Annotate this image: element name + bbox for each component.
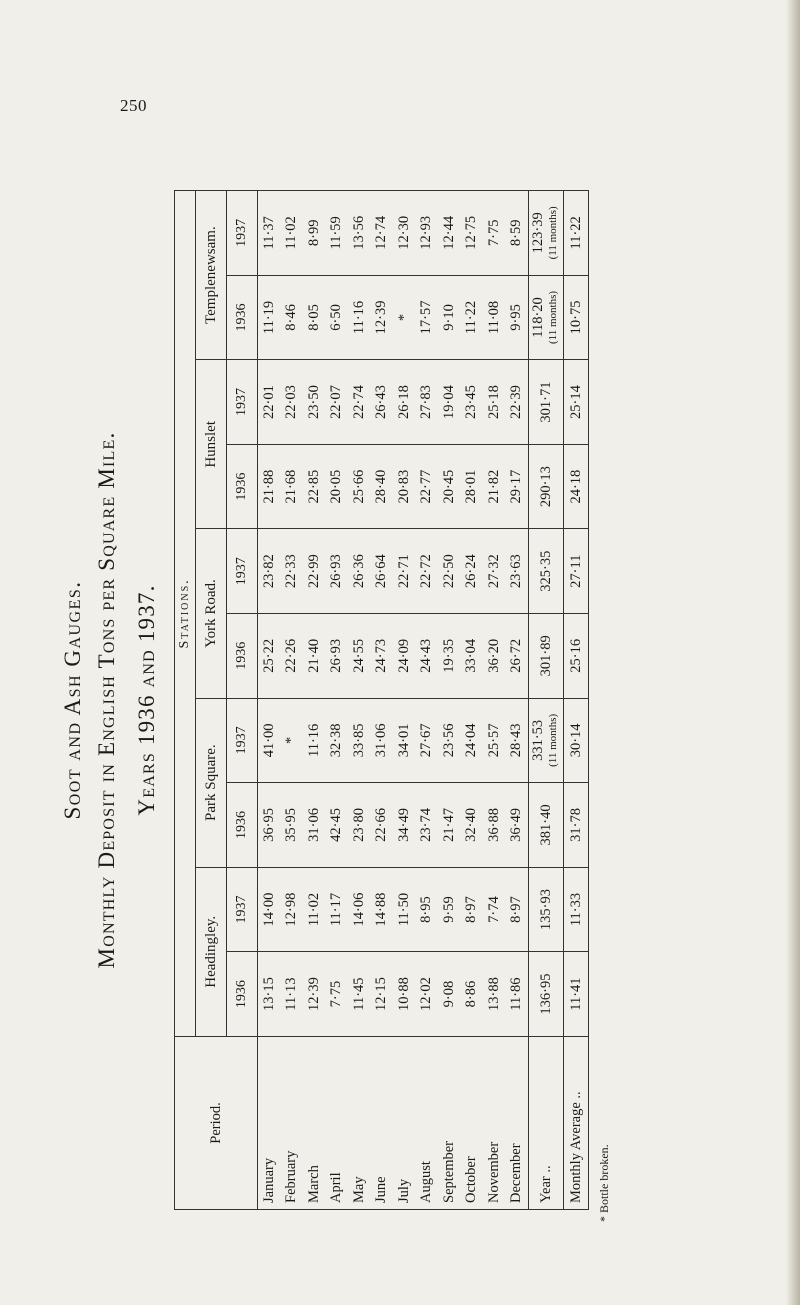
period-cell: September (438, 1036, 461, 1209)
average-cell: 25·16 (564, 613, 589, 698)
value-cell: 12·39 (371, 275, 394, 360)
value-cell: 13·15 (258, 952, 281, 1037)
value-cell: 21·68 (281, 444, 304, 529)
year-total-note: (11 months) (547, 713, 559, 767)
value-cell: 11·22 (461, 275, 484, 360)
table-row (348, 191, 371, 1210)
year-header: 1936 (227, 613, 258, 698)
value-cell: 27·67 (416, 698, 439, 783)
value-cell: 21·82 (483, 444, 506, 529)
period-cell: February (281, 1036, 304, 1209)
year-header: 1936 (227, 783, 258, 868)
value-cell: 26·18 (393, 360, 416, 445)
station-header: Hunslet (196, 360, 227, 529)
value-cell: 26·64 (371, 529, 394, 614)
value-cell: 23·74 (416, 783, 439, 868)
value-cell: 22·99 (303, 529, 326, 614)
value-cell: 8·05 (303, 275, 326, 360)
average-cell: 10·75 (564, 275, 589, 360)
title-block (60, 160, 160, 1240)
table-row (483, 191, 506, 1210)
monthly-average-row (564, 191, 589, 1210)
value-cell: 8·95 (416, 867, 439, 952)
value-cell: 24·73 (371, 613, 394, 698)
table-row (371, 191, 394, 1210)
value-cell: 11·50 (393, 867, 416, 952)
year-header: 1937 (227, 529, 258, 614)
value-cell: 9·10 (438, 275, 461, 360)
station-header: Headingley. (196, 867, 227, 1036)
period-cell: March (303, 1036, 326, 1209)
period-cell: Year .. (529, 1036, 564, 1209)
value-cell: 11·02 (281, 191, 304, 276)
value-cell: 11·08 (483, 275, 506, 360)
page-number: 250 (120, 96, 147, 115)
value-cell: 22·33 (281, 529, 304, 614)
value-cell: 23·50 (303, 360, 326, 445)
value-cell: 20·45 (438, 444, 461, 529)
value-cell: 31·06 (303, 783, 326, 868)
value-cell: 11·86 (506, 952, 529, 1037)
value-cell: 34·01 (393, 698, 416, 783)
value-cell: 12·30 (393, 191, 416, 276)
value-cell: 26·36 (348, 529, 371, 614)
value-cell: 9·95 (506, 275, 529, 360)
table-row (438, 191, 461, 1210)
value-cell: 11·19 (258, 275, 281, 360)
value-cell: 10·88 (393, 952, 416, 1037)
value-cell: 9·59 (438, 867, 461, 952)
footnote: * Bottle broken. (597, 1144, 611, 1222)
value-cell: 12·02 (416, 952, 439, 1037)
value-cell: 21·88 (258, 444, 281, 529)
year-total-cell (529, 613, 564, 698)
value-cell: 11·13 (281, 952, 304, 1037)
table-row (281, 191, 304, 1210)
value-cell: 11·45 (348, 952, 371, 1037)
value-cell: 27·32 (483, 529, 506, 614)
value-cell: 31·06 (371, 698, 394, 783)
year-total-value: 301·71 (537, 381, 554, 423)
value-cell: 11·59 (326, 191, 349, 276)
value-cell: 22·85 (303, 444, 326, 529)
year-header: 1937 (227, 867, 258, 952)
value-cell: 24·04 (461, 698, 484, 783)
title-line-2: Monthly Deposit in English Tons per Square Mile. (94, 431, 119, 969)
rotated-page-content (50, 160, 770, 1240)
value-cell: 28·43 (506, 698, 529, 783)
value-cell: 11·16 (303, 698, 326, 783)
page-edge-shadow (786, 0, 800, 1305)
value-cell: 36·49 (506, 783, 529, 868)
table-row (416, 191, 439, 1210)
year-total-value: 381·40 (537, 804, 554, 846)
value-cell: 22·26 (281, 613, 304, 698)
deposit-table (174, 190, 589, 1210)
value-cell: 33·04 (461, 613, 484, 698)
value-cell: 36·95 (258, 783, 281, 868)
value-cell: 28·01 (461, 444, 484, 529)
period-cell: July (393, 1036, 416, 1209)
period-cell: June (371, 1036, 394, 1209)
year-total-cell (529, 360, 564, 445)
value-cell: 20·05 (326, 444, 349, 529)
period-cell: May (348, 1036, 371, 1209)
year-header: 1936 (227, 444, 258, 529)
value-cell: 22·01 (258, 360, 281, 445)
table-row (303, 191, 326, 1210)
value-cell: 25·66 (348, 444, 371, 529)
average-cell: 11·41 (564, 952, 589, 1037)
value-cell: 33·85 (348, 698, 371, 783)
value-cell: 26·93 (326, 529, 349, 614)
table-row (393, 191, 416, 1210)
year-total-note: (11 months) (547, 290, 559, 344)
value-cell: 8·97 (461, 867, 484, 952)
value-cell: 29·17 (506, 444, 529, 529)
value-cell: 24·09 (393, 613, 416, 698)
value-cell: 22·03 (281, 360, 304, 445)
value-cell: 27·83 (416, 360, 439, 445)
stations-header: Stations. (175, 191, 196, 1037)
value-cell: 23·82 (258, 529, 281, 614)
value-cell: 8·59 (506, 191, 529, 276)
value-cell: 7·74 (483, 867, 506, 952)
value-cell: 20·83 (393, 444, 416, 529)
value-cell: 26·93 (326, 613, 349, 698)
table-row (326, 191, 349, 1210)
period-cell: April (326, 1036, 349, 1209)
value-cell: 22·50 (438, 529, 461, 614)
station-header: Park Square. (196, 698, 227, 867)
value-cell: 22·77 (416, 444, 439, 529)
value-cell: 22·71 (393, 529, 416, 614)
value-cell: 21·40 (303, 613, 326, 698)
average-cell: 30·14 (564, 698, 589, 783)
year-total-note: (11 months) (547, 206, 559, 260)
value-cell: 12·15 (371, 952, 394, 1037)
value-cell: 13·88 (483, 952, 506, 1037)
value-cell: 12·39 (303, 952, 326, 1037)
year-total-cell (529, 275, 564, 360)
year-total-cell (529, 444, 564, 529)
station-header: York Road. (196, 529, 227, 698)
value-cell: * (281, 698, 304, 783)
value-cell: 36·20 (483, 613, 506, 698)
period-header: Period. (175, 1036, 258, 1209)
value-cell: 12·93 (416, 191, 439, 276)
period-cell: August (416, 1036, 439, 1209)
value-cell: 19·35 (438, 613, 461, 698)
value-cell: 8·46 (281, 275, 304, 360)
value-cell: 25·18 (483, 360, 506, 445)
value-cell: 11·02 (303, 867, 326, 952)
year-total-value: 136·95 (537, 973, 554, 1015)
year-total-value: 123·39 (530, 212, 546, 254)
table-row (461, 191, 484, 1210)
year-total-cell (529, 952, 564, 1037)
value-cell: 23·45 (461, 360, 484, 445)
value-cell: 26·43 (371, 360, 394, 445)
title-line-3: Years 1936 and 1937. (134, 584, 159, 816)
year-total-cell (529, 191, 564, 276)
value-cell: 12·44 (438, 191, 461, 276)
value-cell: 24·55 (348, 613, 371, 698)
value-cell: 26·72 (506, 613, 529, 698)
value-cell: 22·72 (416, 529, 439, 614)
value-cell: 17·57 (416, 275, 439, 360)
value-cell: 12·74 (371, 191, 394, 276)
value-cell: 8·99 (303, 191, 326, 276)
value-cell: 34·49 (393, 783, 416, 868)
period-cell: October (461, 1036, 484, 1209)
year-total-value: 301·89 (537, 635, 554, 677)
value-cell: 22·39 (506, 360, 529, 445)
value-cell: 22·74 (348, 360, 371, 445)
title-line-1: Soot and Ash Gauges. (60, 580, 85, 820)
value-cell: 9·08 (438, 952, 461, 1037)
value-cell: 24·43 (416, 613, 439, 698)
value-cell: 7·75 (326, 952, 349, 1037)
average-cell: 11·33 (564, 867, 589, 952)
value-cell: 8·86 (461, 952, 484, 1037)
value-cell: 11·16 (348, 275, 371, 360)
value-cell: 25·22 (258, 613, 281, 698)
value-cell: 14·00 (258, 867, 281, 952)
year-total-value: 135·93 (537, 888, 554, 931)
station-header: Templenewsam. (196, 191, 227, 360)
value-cell: 23·56 (438, 698, 461, 783)
average-cell: 11·22 (564, 191, 589, 276)
value-cell: 19·04 (438, 360, 461, 445)
value-cell: 12·98 (281, 867, 304, 952)
value-cell: 23·80 (348, 783, 371, 868)
year-header: 1937 (227, 360, 258, 445)
period-cell: January (258, 1036, 281, 1209)
year-header: 1936 (227, 952, 258, 1037)
value-cell: 26·24 (461, 529, 484, 614)
value-cell: 6·50 (326, 275, 349, 360)
value-cell: 36·88 (483, 783, 506, 868)
value-cell: 42·45 (326, 783, 349, 868)
year-header: 1937 (227, 698, 258, 783)
value-cell: 28·40 (371, 444, 394, 529)
value-cell: 14·88 (371, 867, 394, 952)
value-cell: 41·00 (258, 698, 281, 783)
period-cell: Monthly Average .. (564, 1036, 589, 1209)
value-cell: * (393, 275, 416, 360)
year-total-cell (529, 698, 564, 783)
year-total-cell (529, 783, 564, 868)
year-total-cell (529, 529, 564, 614)
value-cell: 22·07 (326, 360, 349, 445)
value-cell: 12·75 (461, 191, 484, 276)
average-cell: 27·11 (564, 529, 589, 614)
table-row (258, 191, 281, 1210)
year-total-value: 331·53 (530, 719, 546, 761)
value-cell: 7·75 (483, 191, 506, 276)
year-total-cell (529, 867, 564, 952)
value-cell: 25·57 (483, 698, 506, 783)
period-cell: November (483, 1036, 506, 1209)
value-cell: 8·97 (506, 867, 529, 952)
year-header: 1936 (227, 275, 258, 360)
value-cell: 13·56 (348, 191, 371, 276)
average-cell: 25·14 (564, 360, 589, 445)
year-total-row (529, 191, 564, 1210)
value-cell: 11·37 (258, 191, 281, 276)
value-cell: 11·17 (326, 867, 349, 952)
year-total-value: 118·20 (530, 297, 546, 338)
value-cell: 14·06 (348, 867, 371, 952)
value-cell: 32·38 (326, 698, 349, 783)
value-cell: 21·47 (438, 783, 461, 868)
year-total-value: 290·13 (537, 466, 554, 508)
average-cell: 24·18 (564, 444, 589, 529)
year-total-value: 325·35 (537, 550, 554, 592)
year-header: 1937 (227, 191, 258, 276)
period-cell: December (506, 1036, 529, 1209)
value-cell: 32·40 (461, 783, 484, 868)
value-cell: 23·63 (506, 529, 529, 614)
table-row (506, 191, 529, 1210)
value-cell: 35·95 (281, 783, 304, 868)
average-cell: 31·78 (564, 783, 589, 868)
value-cell: 22·66 (371, 783, 394, 868)
